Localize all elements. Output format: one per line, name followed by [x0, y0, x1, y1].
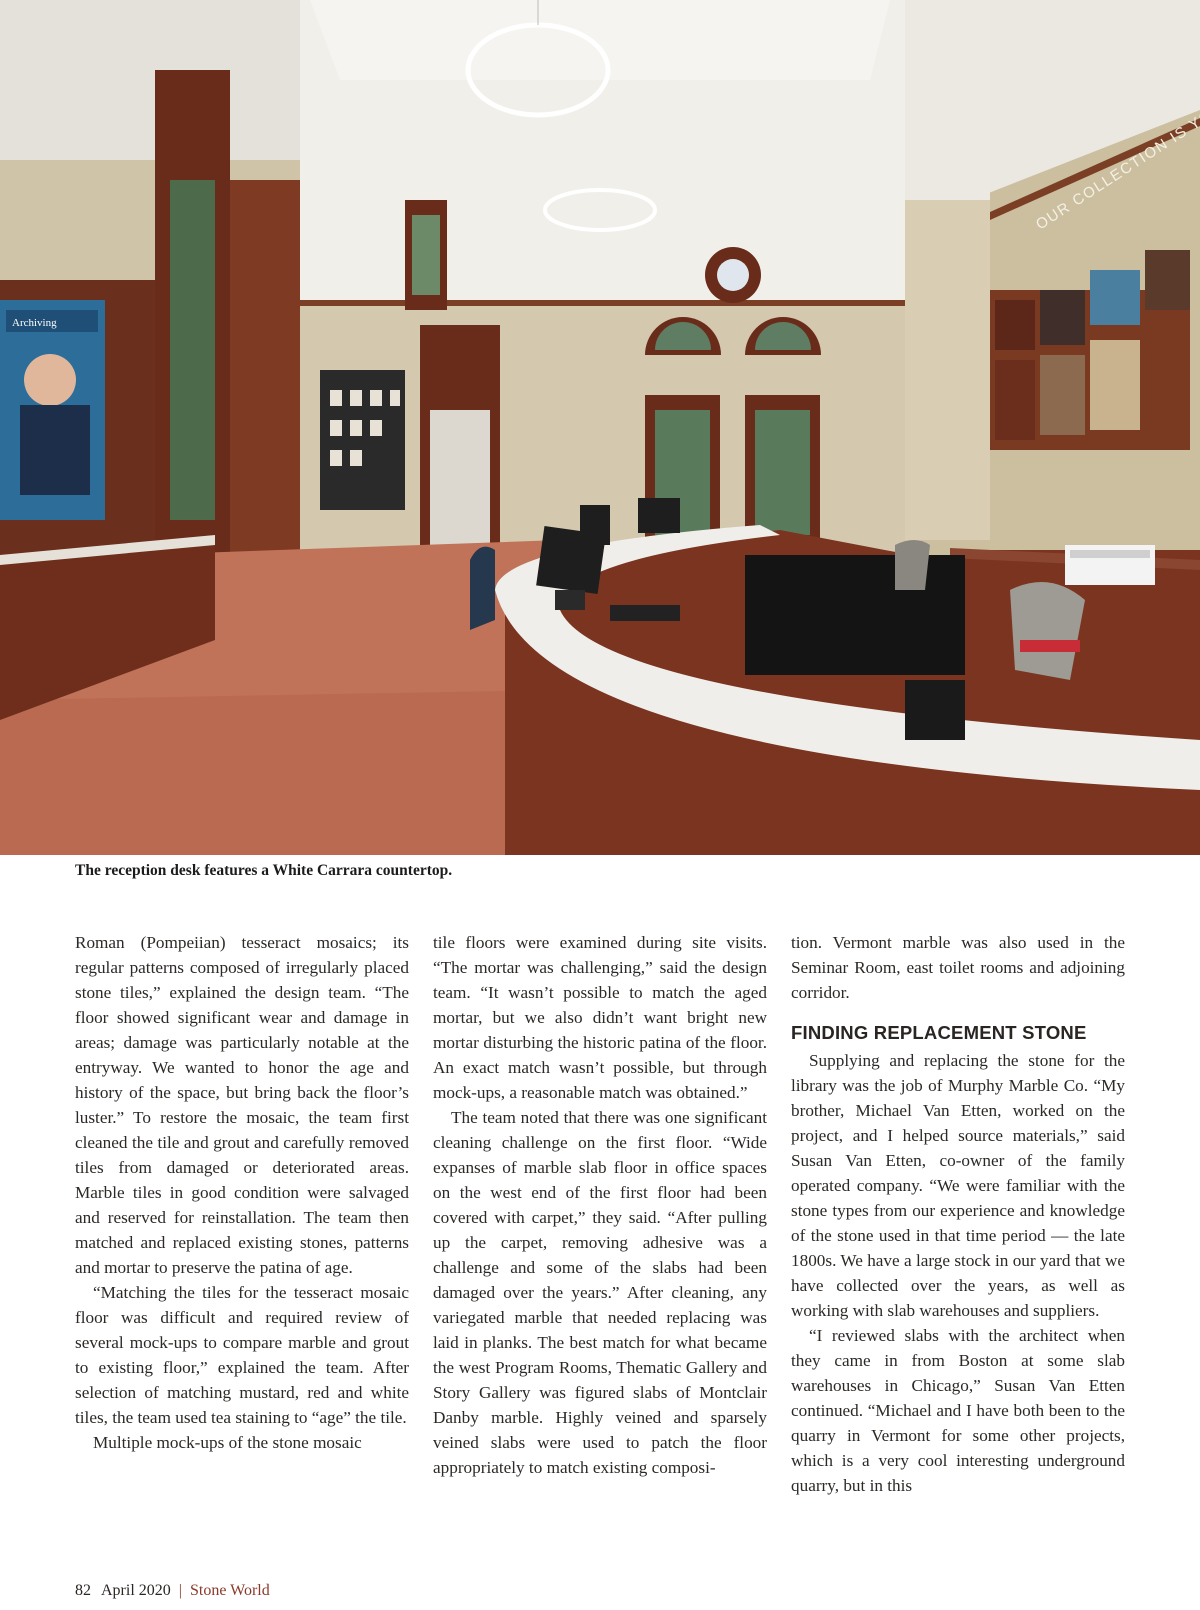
paragraph: tile floors were examined during site visits. “The mortar was challenging,” said the design team. “It wasn’t possible to match the aged mortar, but we also didn’t want bright new mortar disturbing the historic patina of the floor. An exact match wasn’t possible, but through mock-ups, a reasonable match was obtained.” [433, 933, 767, 1102]
screen-text: Archiving [12, 317, 57, 329]
section-heading: FINDING REPLACEMENT STONE [791, 1022, 1087, 1043]
paragraph: Supplying and replacing the stone for the library was the job of Murphy Marble Co. “My brother, Michael Van Etten, worked on the project, and I helped source materials,” said Susan Van Etten, co-owner of the family operated company. “We were familiar with the stone types from our experience and knowledge of the stone used in that time period — the late 1800s. We have a large stock in our yard that we have collected over the years, as well as working with slab warehouses and suppliers. [791, 1051, 1125, 1320]
footer-separator: | [178, 1582, 182, 1599]
column-3 [791, 930, 1125, 1498]
page-number: 82 [75, 1582, 91, 1599]
issue-date: April 2020 [101, 1582, 171, 1599]
paragraph: The team noted that there was one significant cleaning challenge on the first floor. “Wide expanses of marble slab floor in office spaces on the west end of the first floor had been covered with carpet,” they said. “After pulling up the carpet, removing adhesive was a challenge and some of the slabs had been damaged over the years.” After cleaning, any variegated marble that needed replacing was laid in planks. The best match for what became the west Program Rooms, Thematic Gallery and Story Gallery was figured slabs of Montclair Danby marble. Highly veined and sparsely veined slabs were used to patch the floor appropriately to match existing composi- [433, 1108, 767, 1477]
paragraph: “Matching the tiles for the tesseract mosaic floor was difficult and required review of several mock-ups to compare marble and grout to existing floor,” explained the team. After selection of matching mustard, red and white tiles, the team used tea staining to “age” the tile. [75, 1283, 409, 1427]
page-footer [75, 1582, 270, 1600]
paragraph: Roman (Pompeiian) tesseract mosaics; its regular patterns composed of irregularly placed stone tiles,” explained the design team. “The floor showed significant wear and damage in areas; damage was particularly notable at the entryway. We wanted to honor the age and history of the space, but bring back the floor’s luster.” To restore the mosaic, the team first cleaned the tile and grout and carefully removed tiles from damaged or deteriorated areas. Marble tiles in good condition were salvaged and reserved for reinstallation. The team then matched and replaced existing stones, patterns and mortar to preserve the patina of age. [75, 933, 409, 1277]
magazine-name: Stone World [189, 1582, 270, 1599]
paragraph: Multiple mock-ups of the stone mosaic [93, 1433, 362, 1452]
column-2 [433, 930, 767, 1480]
paragraph: tion. Vermont marble was also used in the Seminar Room, east toilet rooms and adjoining corridor. [791, 933, 1125, 1002]
column-1 [75, 930, 409, 1455]
photo-caption: The reception desk features a White Carrara countertop. [75, 862, 453, 879]
paragraph: “I reviewed slabs with the architect when they came in from Boston at some slab warehouses in Chicago,” Susan Van Etten continued. “Michael and I have both been to the quarry in Vermont for some other projects, which is a very cool interesting underground quarry, but in this [791, 1326, 1125, 1495]
